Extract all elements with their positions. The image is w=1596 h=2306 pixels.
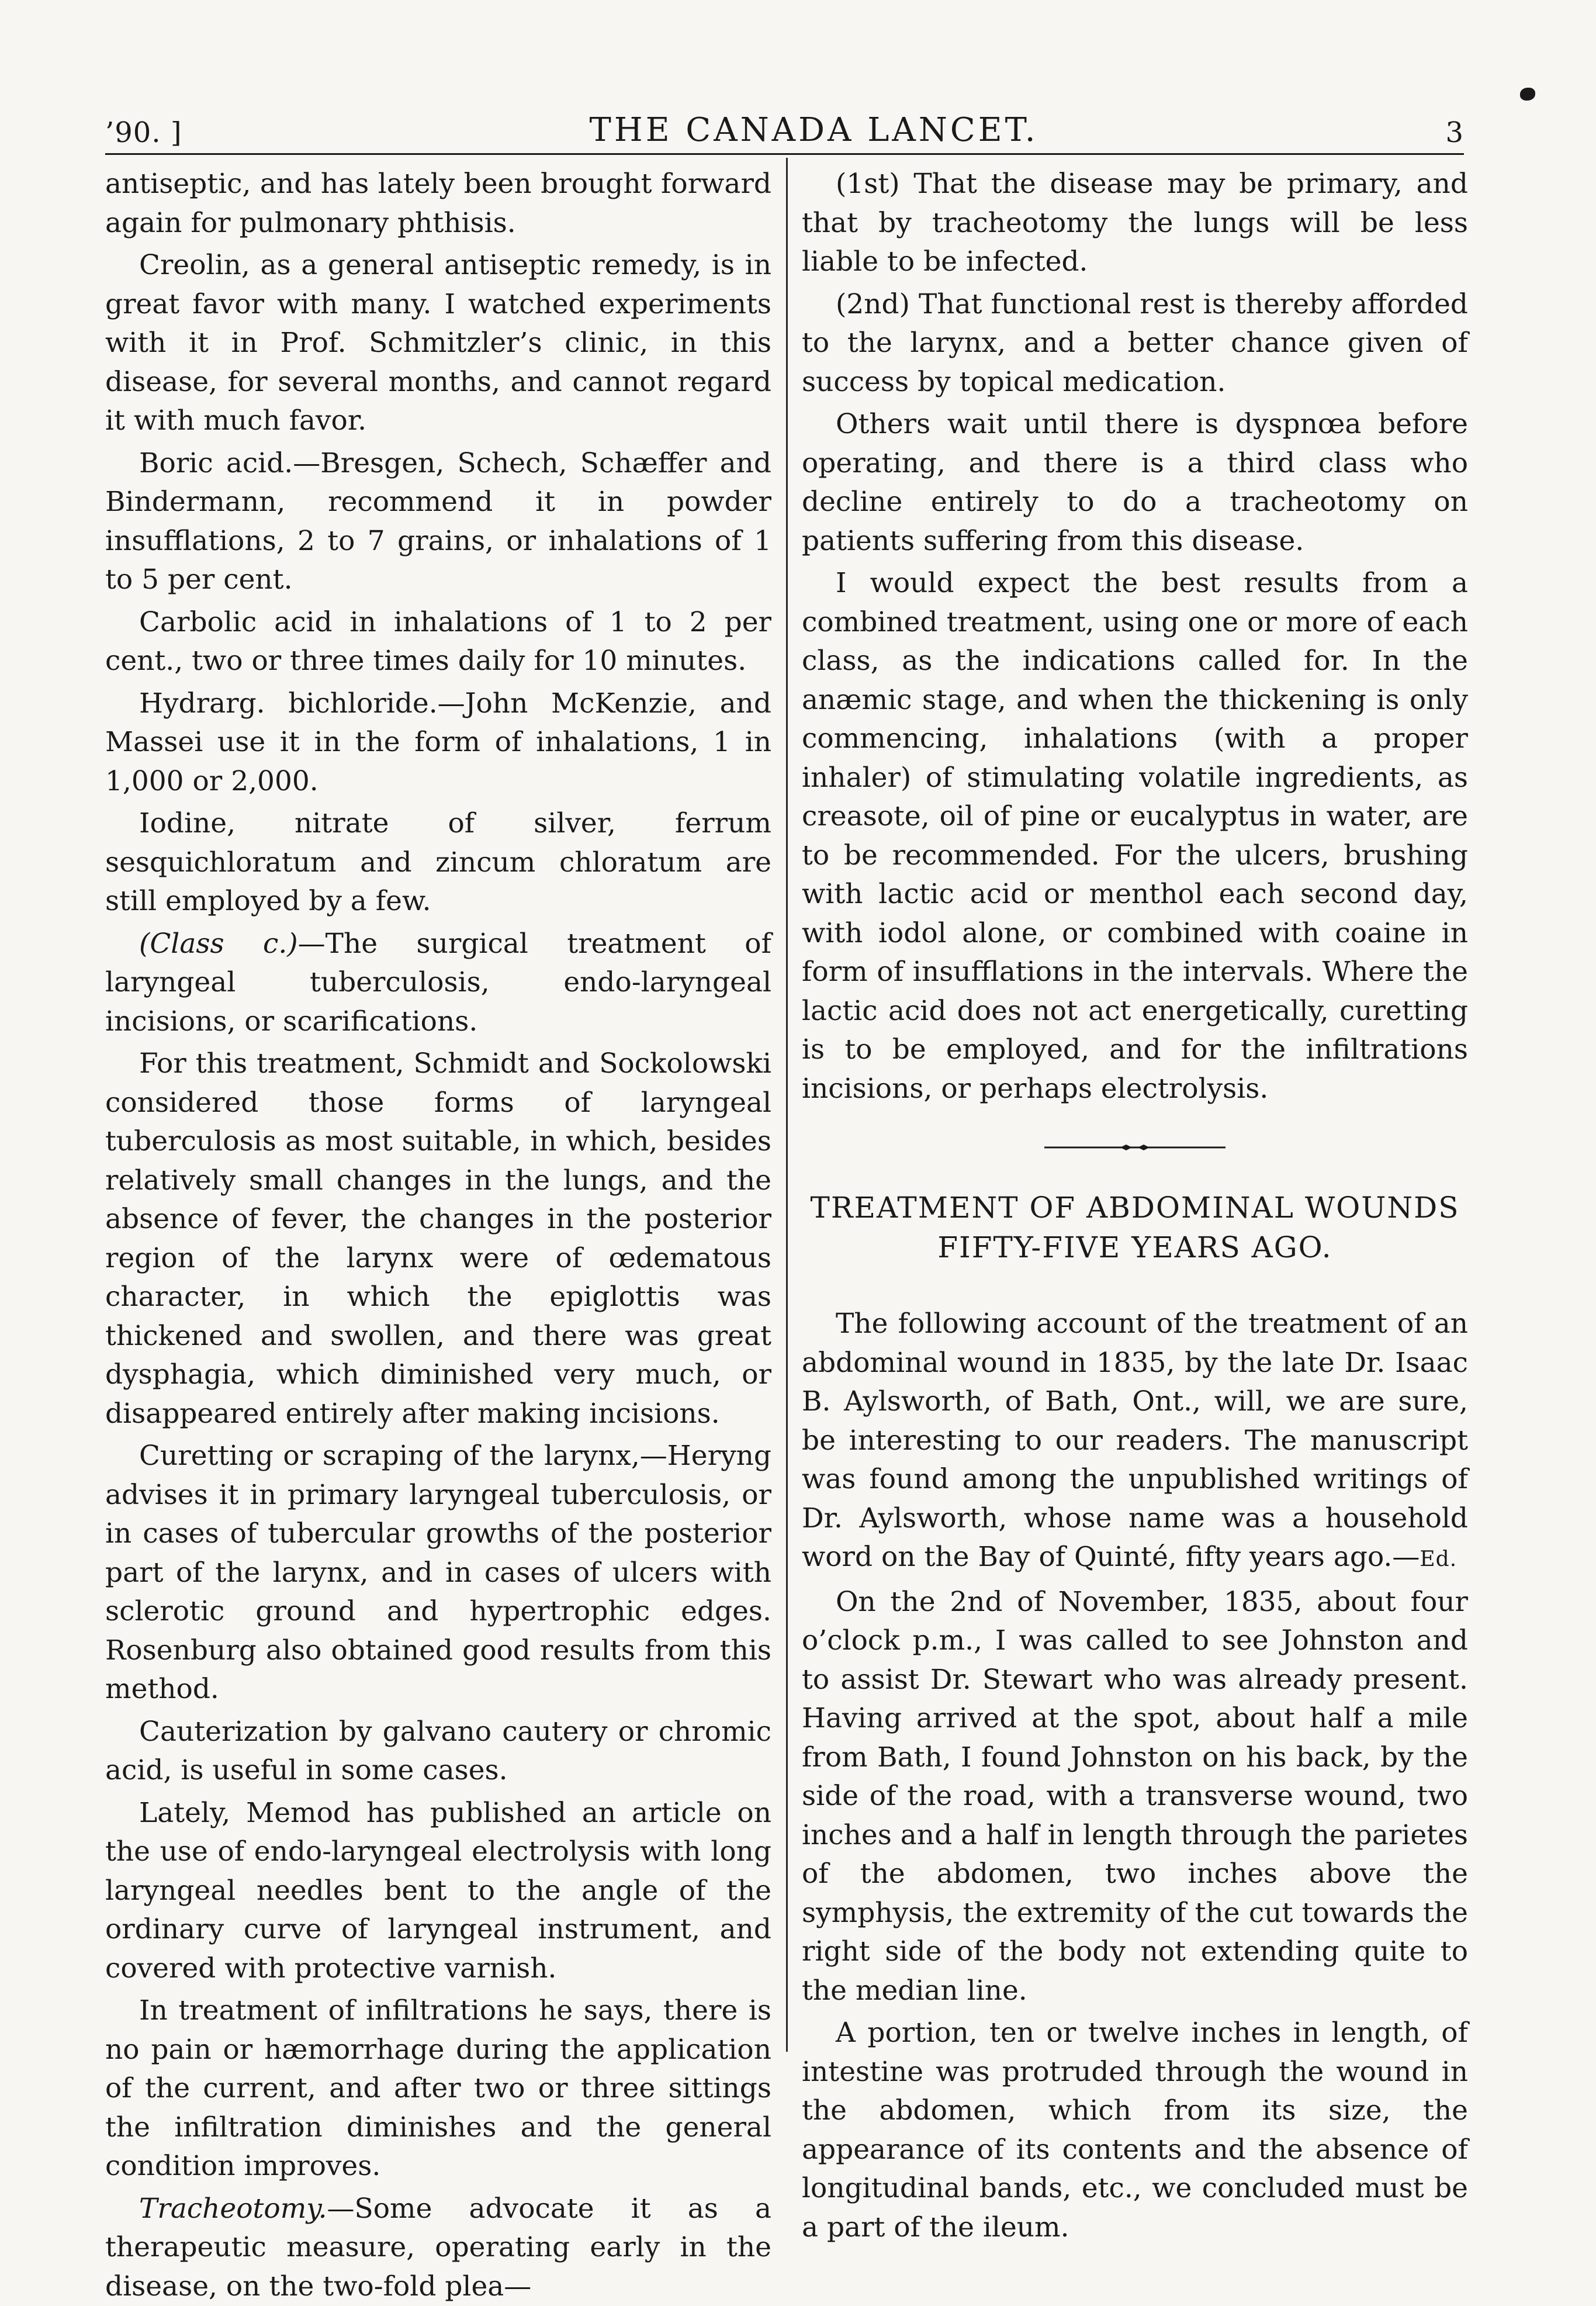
header-rule xyxy=(105,153,1464,155)
paragraph: Creolin, as a general antiseptic remedy, is in great favor with many. I watched experiments with it in Prof. Schmitzler’s clinic, in this disease, for several months, and cannot regard it with much favor. xyxy=(105,246,771,441)
paragraph: In treatment of infiltrations he says, there is no pain or hæmorrhage during the application of the current, and after two or three sittings the infiltration diminishes and the general condition improves. xyxy=(105,1992,771,2186)
paragraph: (1st) That the disease may be primary, and that by tracheotomy the lungs will be less liable to be infected. xyxy=(802,165,1468,282)
paragraph: A portion, ten or twelve inches in length, of intestine was protruded through the wound in the abdomen, which from its size, the appearance of its contents and the absence of longitudinal bands, etc., we concluded must be a part of the ileum. xyxy=(802,2014,1468,2247)
paragraph: Lately, Memod has published an article on the use of endo-laryngeal electrolysis with long laryngeal needles bent to the angle of the ordinary curve of laryngeal instrument, and covered with protective varnish. xyxy=(105,1794,771,1989)
paragraph: Hydrarg. bichloride.—John McKenzie, and Massei use it in the form of inhalations, 1 in 1,000 or 2,000. xyxy=(105,684,771,801)
tracheotomy-label: Tracheotomy. xyxy=(139,2193,327,2225)
paragraph: For this treatment, Schmidt and Sockolowski considered those forms of laryngeal tuberculosis as most suitable, in which, besides relatively small changes in the lungs, and the absence of fever, the changes in the posterior region of the larynx were of œdematous character, in which the epiglottis was thickened and swollen, and there was great dysphagia, which diminished very much, or disappeared entirely after making incisions. xyxy=(105,1045,771,1433)
paragraph: On the 2nd of November, 1835, about four o’clock p.m., I was called to see Johnston and to assist Dr. Stewart who was already present. Having arrived at the spot, about half a mile from Bath, I found Johnston on his back, by the side of the road, with a transverse wound, two inches and a half in length through the parietes of the abdomen, two inches above the symphysis, the extremity of the cut towards the right side of the body not extending quite to the median line. xyxy=(802,1583,1468,2011)
right-column xyxy=(802,165,1468,2247)
ornamental-rule xyxy=(1044,1143,1225,1152)
paragraph: antiseptic, and has lately been brought forward again for pulmonary phthisis. xyxy=(105,165,771,243)
paragraph: Cauterization by galvano cautery or chromic acid, is useful in some cases. xyxy=(105,1713,771,1790)
article-heading-line: FIFTY-FIVE YEARS AGO. xyxy=(802,1228,1468,1267)
paragraph xyxy=(802,1305,1468,1579)
article-heading xyxy=(802,1188,1468,1267)
section-separator xyxy=(802,1143,1468,1152)
left-column xyxy=(105,165,771,2306)
paragraph: Boric acid.—Bresgen, Schech, Schæffer and Bindermann, recommend it in powder insufflations, 2 to 7 grains, or inhalations of 1 to 5 per cent. xyxy=(105,444,771,600)
editor-signature: Ed. xyxy=(1420,1547,1457,1571)
paragraph xyxy=(105,2190,771,2306)
journal-title: THE CANADA LANCET. xyxy=(590,111,1038,149)
class-label: (Class c.) xyxy=(139,928,298,960)
page-number: 3 xyxy=(1445,116,1464,149)
paragraph: (2nd) That functional rest is thereby afforded to the larynx, and a better chance given of success by topical medication. xyxy=(802,285,1468,402)
paragraph: I would expect the best results from a combined treatment, using one or more of each class, as the indications called for. In the anæmic stage, and when the thickening is only commencing, inhalations (with a proper inhaler) of stimulating volatile ingredients, as creasote, oil of pine or eucalyptus in water, are to be recommended. For the ulcers, brushing with lactic acid or menthol each second day, with iodol alone, or combined with coaine in form of insufflations in the intervals. Where the lactic acid does not act energetically, curetting is to be employed, and for the infiltrations incisions, or perhaps electrolysis. xyxy=(802,564,1468,1108)
paragraph: Carbolic acid in inhalations of 1 to 2 per cent., two or three times daily for 10 minutes. xyxy=(105,603,771,681)
article-heading-line: TREATMENT OF ABDOMINAL WOUNDS xyxy=(802,1188,1468,1228)
ink-speck xyxy=(1520,88,1535,101)
paragraph: Others wait until there is dyspnœa before operating, and there is a third class who decline entirely to do a tracheotomy on patients suffering from this disease. xyxy=(802,405,1468,561)
paragraph xyxy=(105,925,771,1042)
paragraph: Curetting or scraping of the larynx,—Heryng advises it in primary laryngeal tuberculosis, or in cases of tubercular growths of the posterior part of the larynx, and in cases of ulcers with sclerotic ground and hypertrophic edges. Rosenburg also obtained good results from this method. xyxy=(105,1437,771,1709)
paragraph: Iodine, nitrate of silver, ferrum sesquichloratum and zincum chloratum are still employed by a few. xyxy=(105,804,771,921)
paragraph-text: —Some advocate it as a therapeutic measure, operating early in the disease, on the two-fold plea— xyxy=(105,2193,771,2302)
running-header xyxy=(105,102,1464,149)
header-year: ’90. ] xyxy=(105,116,182,149)
paragraph-text: —The surgical treatment of laryngeal tuberculosis, endo-laryngeal incisions, or scarifications. xyxy=(105,928,771,1038)
paragraph-text: The following account of the treatment of an abdominal wound in 1835, by the late Dr. Isaac B. Aylsworth, of Bath, Ont., will, we are sure, be interesting to our readers. The manuscript was found among the unpublished writings of Dr. Aylsworth, whose name was a household word on the Bay of Quinté, fifty years ago.— xyxy=(802,1308,1468,1573)
column-divider xyxy=(786,158,788,2052)
